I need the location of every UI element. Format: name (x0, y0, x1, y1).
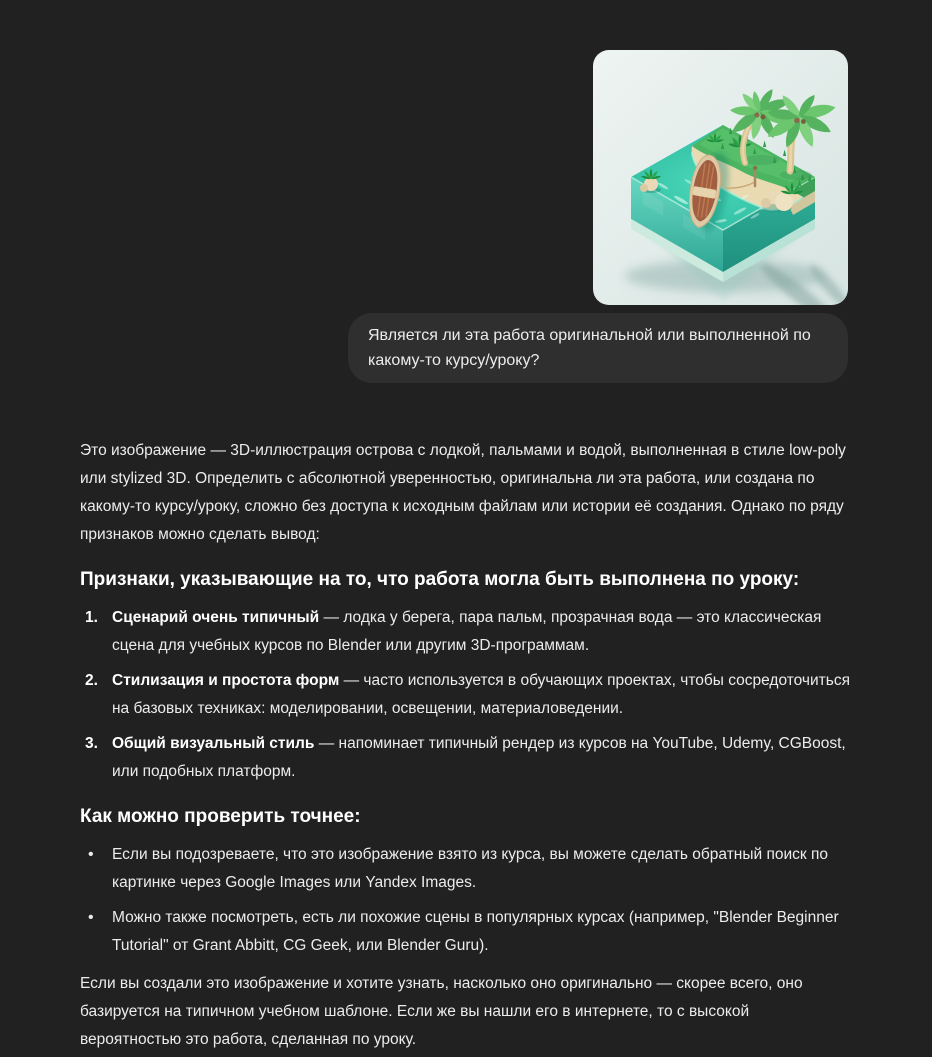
list-item (80, 667, 853, 723)
bullet-icon: • (88, 909, 94, 926)
item-lead: Стилизация и простота форм (112, 672, 340, 689)
item-lead: Сценарий очень типичный (112, 609, 320, 626)
item-number: 1. (85, 609, 98, 626)
item-body (112, 730, 853, 786)
numbered-list (80, 604, 853, 786)
item-text: — часто используется в обучающих проектах, чтобы сосредоточиться на базовых техниках: моделировании, освещении, материаловедении. (112, 672, 850, 717)
user-message-bubble (348, 313, 848, 383)
item-text: — напоминает типичный рендер из курсов на YouTube, Udemy, CGBoost, или подобных платформ. (112, 735, 846, 780)
intro-paragraph: Это изображение — 3D-иллюстрация острова с лодкой, пальмами и водой, выполненная в стиле low-poly или stylized 3D. Определить с абсолютной уверенностью, оригинальна ли эта работа, или создана по какому-то курсу/уроку, сложно без доступа к исходным файлам или истории её создания. Однако по ряду признаков можно сделать вывод: (80, 442, 846, 543)
bullet-list (80, 841, 853, 960)
section-heading-signs: Признаки, указывающие на то, что работа могла быть выполнена по уроку: (80, 569, 800, 590)
item-number: 3. (85, 735, 98, 752)
section-heading-verify: Как можно проверить точнее: (80, 806, 361, 827)
item-text: Если вы подозреваете, что это изображение взято из курса, вы можете сделать обратный поиск по картинке через Google Images или Yandex Images. (112, 846, 828, 891)
user-message-text: Является ли эта работа оригинальной или выполненной по какому-то курсу/уроку? (368, 327, 811, 369)
item-text: — лодка у берега, пара пальм, прозрачная вода — это классическая сцена для учебных курсов по Blender или другим 3D-программам. (112, 609, 822, 654)
outro-paragraph: Если вы создали это изображение и хотите узнать, насколько оно оригинально — скорее всего, оно базируется на типичном учебном шаблоне. Если же вы нашли его в интернете, то с высокой вероятностью это работа, сделанная по уроку. (80, 975, 803, 1048)
item-body (112, 604, 853, 660)
item-body (112, 667, 853, 723)
list-item (80, 604, 853, 660)
bullet-icon: • (88, 846, 94, 863)
list-item (80, 730, 853, 786)
item-number: 2. (85, 672, 98, 689)
list-item (80, 904, 853, 960)
attachment-image[interactable] (593, 50, 848, 305)
assistant-message (80, 437, 853, 1054)
island-3d-render-icon (593, 50, 848, 305)
list-item (80, 841, 853, 897)
item-lead: Общий визуальный стиль (112, 735, 315, 752)
item-text: Можно также посмотреть, есть ли похожие сцены в популярных курсах (например, "Blender Beginner Tutorial" от Grant Abbitt, CG Geek, или Blender Guru). (112, 909, 839, 954)
